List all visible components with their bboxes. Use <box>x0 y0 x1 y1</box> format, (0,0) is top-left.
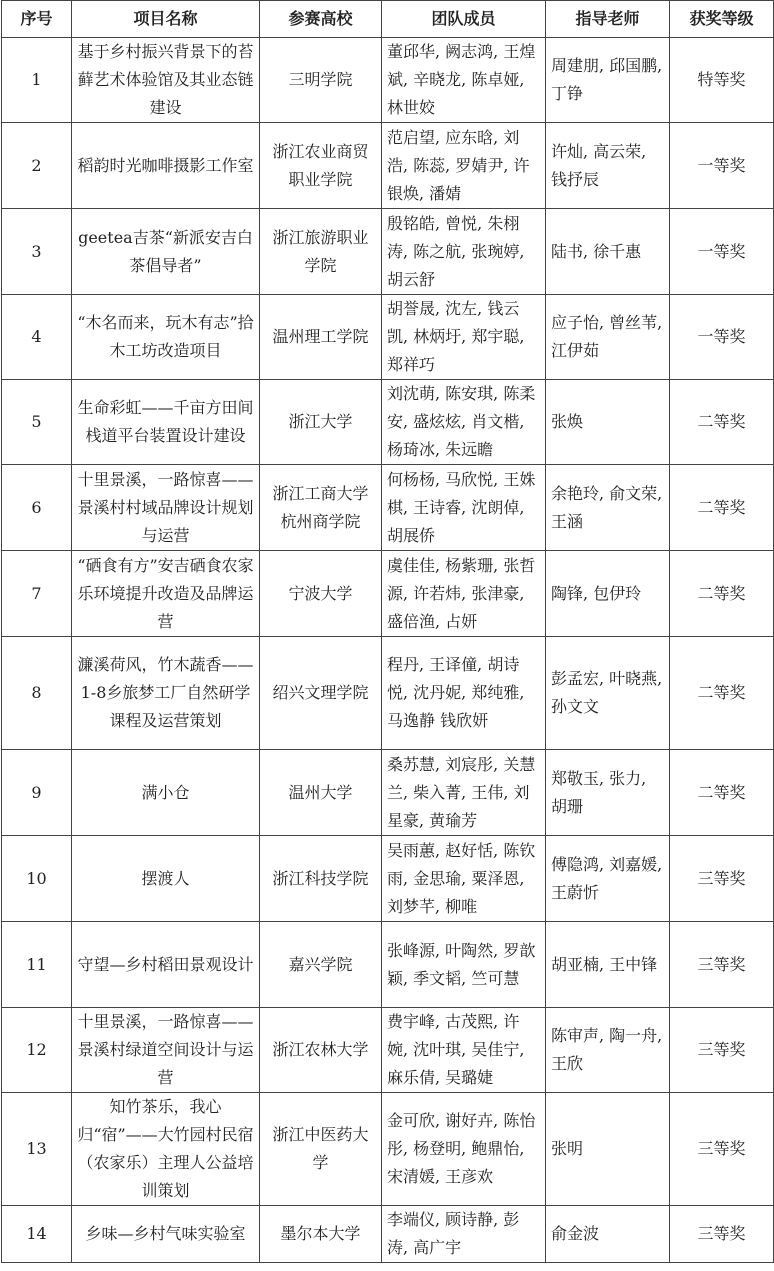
team-members: 费宇峰, 古茂熙, 许婉, 沈叶琪, 吴佳宁, 麻乐倩, 吴璐婕 <box>382 1008 546 1093</box>
row-number: 10 <box>2 836 72 922</box>
table-row <box>2 1206 774 1263</box>
advisor: 余艳玲, 俞文荣, 王涵 <box>546 465 670 551</box>
project-name: 稻韵时光咖啡摄影工作室 <box>72 123 260 209</box>
advisor: 周建朋, 邱国鹏, 丁铮 <box>546 38 670 123</box>
team-members: 李端仪, 顾诗静, 彭涛, 高广宇 <box>382 1206 546 1263</box>
team-members: 董邱华, 阙志鸿, 王煌斌, 辛晓龙, 陈卓娅, 林世姣 <box>382 38 546 123</box>
project-name: “木名而来，玩木有志”拾木工坊改造项目 <box>72 295 260 380</box>
row-number: 5 <box>2 380 72 465</box>
advisor: 胡亚楠, 王中锋 <box>546 922 670 1008</box>
advisor: 应子怡, 曾丝苇, 江伊茹 <box>546 295 670 380</box>
header-row <box>2 1 774 38</box>
project-name: 生命彩虹——千亩方田间栈道平台装置设计建设 <box>72 380 260 465</box>
advisor: 陈审声, 陶一舟, 王欣 <box>546 1008 670 1093</box>
school: 浙江大学 <box>260 380 382 465</box>
row-number: 9 <box>2 750 72 836</box>
award-level: 三等奖 <box>670 836 774 922</box>
team-members: 胡誉晟, 沈左, 钱云凯, 林炳圩, 郑宇聪, 郑祥巧 <box>382 295 546 380</box>
table-row <box>2 637 774 750</box>
project-name: 满小仓 <box>72 750 260 836</box>
project-name: 十里景溪，一路惊喜——景溪村绿道空间设计与运营 <box>72 1008 260 1093</box>
row-number: 8 <box>2 637 72 750</box>
table-row <box>2 38 774 123</box>
team-members: 吴雨蕙, 赵好恬, 陈钦雨, 金思瑜, 粟泽恩, 刘梦芊, 柳唯 <box>382 836 546 922</box>
project-name: 十里景溪，一路惊喜——景溪村村域品牌设计规划与运营 <box>72 465 260 551</box>
project-name: 守望—乡村稻田景观设计 <box>72 922 260 1008</box>
table-row <box>2 750 774 836</box>
team-members: 虞佳佳, 杨紫珊, 张哲源, 许若炜, 张津豪, 盛倍渔, 占妍 <box>382 551 546 637</box>
col-header-project-name: 项目名称 <box>72 1 260 38</box>
advisor: 陆书, 徐千惠 <box>546 209 670 295</box>
table-row <box>2 123 774 209</box>
row-number: 13 <box>2 1093 72 1206</box>
row-number: 3 <box>2 209 72 295</box>
team-members: 何杨杨, 马欣悦, 王姝棋, 王诗睿, 沈朗倬, 胡展侨 <box>382 465 546 551</box>
team-members: 金可欣, 谢好卉, 陈怡彤, 杨登明, 鲍鼎怡, 宋清媛, 王彦欢 <box>382 1093 546 1206</box>
award-level: 三等奖 <box>670 1008 774 1093</box>
award-level: 三等奖 <box>670 1206 774 1263</box>
project-name: 濂溪荷风，竹木蔬香——1-8乡旅梦工厂自然研学课程及运营策划 <box>72 637 260 750</box>
project-name: “硒食有方”安吉硒食农家乐环境提升改造及品牌运营 <box>72 551 260 637</box>
advisor: 彭孟宏, 叶晓燕, 孙文文 <box>546 637 670 750</box>
row-number: 2 <box>2 123 72 209</box>
award-level: 二等奖 <box>670 750 774 836</box>
table-row <box>2 836 774 922</box>
award-level: 三等奖 <box>670 922 774 1008</box>
award-level: 特等奖 <box>670 38 774 123</box>
school: 绍兴文理学院 <box>260 637 382 750</box>
school: 浙江农业商贸职业学院 <box>260 123 382 209</box>
award-level: 一等奖 <box>670 123 774 209</box>
advisor: 许灿, 高云荣, 钱抒辰 <box>546 123 670 209</box>
project-name: geetea吉茶“新派安吉白茶倡导者” <box>72 209 260 295</box>
project-name: 乡味—乡村气味实验室 <box>72 1206 260 1263</box>
row-number: 7 <box>2 551 72 637</box>
school: 墨尔本大学 <box>260 1206 382 1263</box>
col-header-team-members: 团队成员 <box>382 1 546 38</box>
row-number: 11 <box>2 922 72 1008</box>
school: 温州大学 <box>260 750 382 836</box>
school: 浙江科技学院 <box>260 836 382 922</box>
table-row <box>2 209 774 295</box>
team-members: 张峰源, 叶陶然, 罗歆颖, 季文韬, 竺可慧 <box>382 922 546 1008</box>
col-header-award-level: 获奖等级 <box>670 1 774 38</box>
award-level: 二等奖 <box>670 465 774 551</box>
school: 温州理工学院 <box>260 295 382 380</box>
row-number: 6 <box>2 465 72 551</box>
school: 浙江旅游职业学院 <box>260 209 382 295</box>
school: 宁波大学 <box>260 551 382 637</box>
table-row <box>2 551 774 637</box>
project-name: 知竹茶乐，我心归“宿”——大竹园村民宿（农家乐）主理人公益培训策划 <box>72 1093 260 1206</box>
row-number: 12 <box>2 1008 72 1093</box>
school: 浙江中医药大学 <box>260 1093 382 1206</box>
team-members: 范启望, 应东晗, 刘浩, 陈蕊, 罗婧尹, 许银焕, 潘婧 <box>382 123 546 209</box>
advisor: 郑敬玉, 张力, 胡珊 <box>546 750 670 836</box>
col-header-advisor: 指导老师 <box>546 1 670 38</box>
advisor: 俞金波 <box>546 1206 670 1263</box>
team-members: 桑苏慧, 刘宸彤, 关慧兰, 柴入菁, 王伟, 刘星豪, 黄瑜芳 <box>382 750 546 836</box>
row-number: 4 <box>2 295 72 380</box>
school: 浙江农林大学 <box>260 1008 382 1093</box>
table-row <box>2 1093 774 1206</box>
team-members: 殷铭皓, 曾悦, 朱栩涛, 陈之航, 张琬婷, 胡云舒 <box>382 209 546 295</box>
project-name: 基于乡村振兴背景下的苔藓艺术体验馆及其业态链建设 <box>72 38 260 123</box>
row-number: 1 <box>2 38 72 123</box>
table-row <box>2 380 774 465</box>
award-level: 一等奖 <box>670 209 774 295</box>
award-level: 三等奖 <box>670 1093 774 1206</box>
award-level: 二等奖 <box>670 380 774 465</box>
col-header-number: 序号 <box>2 1 72 38</box>
school: 三明学院 <box>260 38 382 123</box>
school: 浙江工商大学杭州商学院 <box>260 465 382 551</box>
advisor: 张明 <box>546 1093 670 1206</box>
advisor: 傅隐鸿, 刘嘉媛, 王蔚忻 <box>546 836 670 922</box>
table-row <box>2 1008 774 1093</box>
award-level: 二等奖 <box>670 637 774 750</box>
award-level: 一等奖 <box>670 295 774 380</box>
table-row <box>2 295 774 380</box>
row-number: 14 <box>2 1206 72 1263</box>
team-members: 刘沈萌, 陈安琪, 陈柔安, 盛炫炫, 肖文楷, 杨琦冰, 朱远瞻 <box>382 380 546 465</box>
table-row <box>2 922 774 1008</box>
advisor: 张焕 <box>546 380 670 465</box>
col-header-school: 参赛高校 <box>260 1 382 38</box>
award-level: 二等奖 <box>670 551 774 637</box>
team-members: 程丹, 王译僮, 胡诗悦, 沈丹妮, 郑纯雅, 马逸静 钱欣妍 <box>382 637 546 750</box>
awards-table <box>1 0 774 1263</box>
advisor: 陶锋, 包伊玲 <box>546 551 670 637</box>
project-name: 摆渡人 <box>72 836 260 922</box>
table-row <box>2 465 774 551</box>
school: 嘉兴学院 <box>260 922 382 1008</box>
